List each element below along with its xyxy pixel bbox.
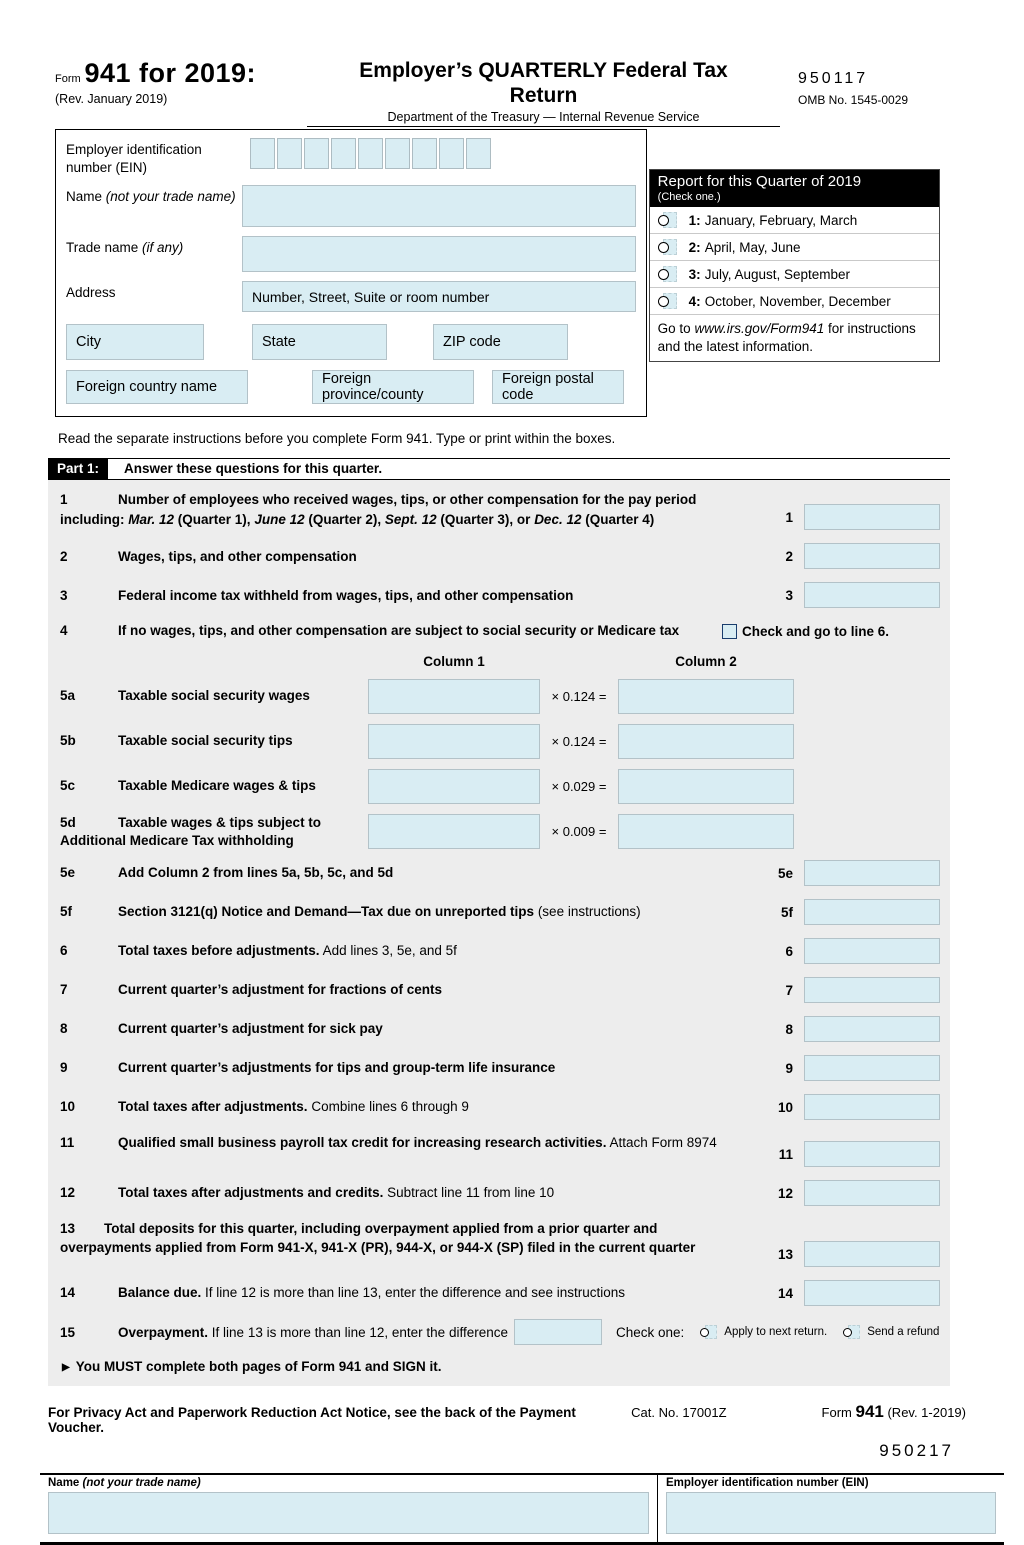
bottom-ein-field[interactable] (666, 1492, 996, 1534)
quarter-option-label: October, November, December (704, 293, 891, 309)
foreign-row (66, 370, 636, 404)
bottom-ein-label: Employer identification number (EIN) (666, 1477, 869, 1490)
line-5c-col1-input[interactable] (368, 769, 540, 804)
ein-input[interactable] (250, 138, 491, 169)
ein-row (66, 138, 636, 176)
must-complete-note (60, 1355, 940, 1382)
line-number: 5e (60, 865, 76, 881)
line-5b-row (60, 724, 940, 759)
line-5b-text: 5b Taxable social security tips (60, 732, 368, 750)
line-13-input[interactable] (804, 1241, 940, 1267)
line-6-text: 6 Total taxes before adjustments. Add lines 3, 5e, and 5f (60, 941, 730, 960)
page-title: Employer’s QUARTERLY Federal Tax Return (359, 59, 728, 108)
form-number-title: 941 for 2019: (84, 58, 257, 88)
quarter-report-box (649, 169, 940, 362)
line-8-row (60, 1016, 940, 1042)
line-5e-row (60, 860, 940, 886)
radio-icon[interactable] (658, 296, 669, 307)
line-number: 14 (777, 1285, 793, 1301)
overpayment-option-refund[interactable] (843, 1325, 939, 1339)
line-4-row (60, 621, 940, 640)
line-5c-row (60, 769, 940, 804)
check-one-label: Check one: (615, 1324, 685, 1340)
line-number: 10 (777, 1099, 793, 1115)
quarter-option-number: 1: (688, 212, 701, 228)
line-number: 1 (60, 492, 68, 508)
line-5d-col2-input[interactable] (618, 814, 794, 849)
ein-label: Employer identification number (EIN) (66, 142, 202, 175)
line-number: 11 (778, 1146, 793, 1162)
ein-digit-box[interactable] (250, 138, 275, 169)
overpayment-option-apply[interactable] (700, 1325, 827, 1339)
quarter-box-header (650, 170, 939, 207)
line-5c-text: 5c Taxable Medicare wages & tips (60, 777, 368, 795)
quarter-option-label: April, May, June (704, 239, 801, 255)
line-8-input[interactable] (804, 1016, 940, 1042)
address-field[interactable]: Number, Street, Suite or room number (242, 281, 636, 312)
line-number: 9 (785, 1060, 793, 1076)
line-number: 6 (785, 943, 793, 959)
trade-name-row (66, 236, 636, 272)
foreign-postal-field[interactable]: Foreign postal code (492, 370, 624, 404)
employer-info-box (55, 129, 647, 417)
line-14-text: 14 Balance due. If line 12 is more than line 13, enter the difference and see instructions (60, 1283, 730, 1302)
line-5a-col2-input[interactable] (618, 679, 794, 714)
line-5c-multiplier: × 0.029 = (551, 778, 607, 794)
part1-section (48, 480, 950, 1386)
line-5f-row (60, 899, 940, 925)
line-2-row (60, 543, 940, 569)
line-9-row (60, 1055, 940, 1081)
line-14-input[interactable] (804, 1280, 940, 1306)
line-1-text: 1 Number of employees who received wages, tips, or other compensation for the pay period including: Mar. 12 (Quarter 1), June 12 (Quarter 2), Sept. 12 (Quarter 3), or Dec. 12 (Quarter 4) (60, 492, 697, 527)
line-13-row (60, 1219, 940, 1267)
line-4-checkbox-label: Check and go to line 6. (742, 623, 890, 639)
quarter-option-1[interactable] (650, 207, 939, 234)
line-10-row (60, 1094, 940, 1120)
omb-block (780, 58, 952, 107)
line-7-row (60, 977, 940, 1003)
revision-date: (Rev. January 2019) (55, 92, 168, 106)
line-number: 5e (777, 865, 793, 881)
line-number: 4 (60, 623, 68, 639)
quarter-box-subtitle: (Check one.) (657, 191, 721, 204)
bottom-ein-cell (658, 1475, 1004, 1542)
line-5d-row (60, 814, 940, 850)
doc-code-bottom: 950217 (879, 1441, 954, 1461)
column-headers (60, 654, 940, 669)
part1-header-bar (48, 458, 950, 480)
bottom-name-field[interactable] (48, 1492, 649, 1534)
quarter-option-number: 3: (688, 266, 701, 282)
line-number: 5a (60, 688, 76, 704)
quarter-option-2[interactable] (650, 234, 939, 261)
read-instructions-line: Read the separate instructions before you complete Form 941. Type or print within the boxes. (58, 431, 616, 447)
ein-digit-box[interactable] (277, 138, 302, 169)
line-2-text: 2 Wages, tips, and other compensation (60, 547, 730, 566)
page-footer (48, 1402, 966, 1435)
line-6-input[interactable] (804, 938, 940, 964)
part1-heading: Answer these questions for this quarter. (124, 461, 383, 477)
line-6-row (60, 938, 940, 964)
line-12-input[interactable] (804, 1180, 940, 1206)
line-2-input[interactable] (804, 543, 940, 569)
line-5b-col1-input[interactable] (368, 724, 540, 759)
line-1-input[interactable] (804, 504, 940, 530)
line-15-row (60, 1319, 940, 1345)
trade-name-label: Trade name (if any) (66, 240, 184, 256)
line-10-input[interactable] (804, 1094, 940, 1120)
line-number: 13 (777, 1246, 793, 1262)
quarter-option-label: July, August, September (704, 266, 851, 282)
line-11-text: 11 Qualified small business payroll tax credit for increasing research activities. Attach Form 8974 (60, 1133, 730, 1152)
line-3-input[interactable] (804, 582, 940, 608)
line-7-input[interactable] (804, 977, 940, 1003)
top-info-area (55, 129, 940, 417)
radio-icon[interactable] (658, 215, 669, 226)
line-5b-multiplier: × 0.124 = (551, 733, 607, 749)
line-number: 5c (60, 778, 76, 794)
ein-digit-box[interactable] (358, 138, 383, 169)
line-number: 8 (785, 1021, 793, 1037)
line-5d-text: 5d Taxable wages & tips subject to Additional Medicare Tax withholding (60, 814, 322, 848)
line-number: 3 (60, 587, 68, 603)
line-5d-multiplier: × 0.009 = (551, 824, 607, 840)
line-1-row (60, 490, 940, 530)
quarter-option-3[interactable] (650, 261, 939, 288)
address-row (66, 281, 636, 312)
line-3-text: 3 Federal income tax withheld from wages, tips, and other compensation (60, 586, 730, 605)
line-number: 5f (60, 904, 73, 920)
line-number: 3 (785, 587, 793, 603)
must-complete-text: You MUST complete both pages of Form 941 and SIGN it. (75, 1359, 442, 1375)
line-number: 8 (60, 1021, 68, 1037)
name-field[interactable] (242, 185, 636, 227)
line-11-row (60, 1133, 940, 1167)
foreign-province-field[interactable]: Foreign province/county (312, 370, 474, 404)
line-5e-text: 5e Add Column 2 from lines 5a, 5b, 5c, and 5d (60, 863, 730, 882)
page2-header-block (40, 1473, 1004, 1545)
quarter-option-4[interactable] (650, 288, 939, 315)
line-number: 7 (60, 982, 68, 998)
part1-label: Part 1: (48, 459, 108, 479)
radio-icon[interactable] (843, 1328, 852, 1337)
line-5f-text: 5f Section 3121(q) Notice and Demand—Tax due on unreported tips (see instructions) (60, 902, 730, 921)
privacy-notice: For Privacy Act and Paperwork Reduction Act Notice, see the back of the Payment Voucher. (48, 1405, 576, 1436)
line-4-text: 4 If no wages, tips, and other compensation are subject to social security or Medicare tax (60, 621, 722, 640)
column2-header: Column 2 (675, 653, 737, 669)
department-line: Department of the Treasury — Internal Revenue Service (307, 110, 780, 127)
arrow-right-icon: ▶ (62, 1362, 70, 1374)
line-5d-col1-input[interactable] (368, 814, 540, 849)
line-5c-col2-input[interactable] (618, 769, 794, 804)
omb-number: OMB No. 1545-0029 (798, 93, 909, 107)
line-number: 11 (60, 1135, 75, 1151)
line-number: 14 (60, 1285, 76, 1301)
line-number: 9 (60, 1060, 68, 1076)
line-5a-multiplier: × 0.124 = (551, 688, 607, 704)
ein-digit-box[interactable] (304, 138, 329, 169)
quarter-option-label: January, February, March (704, 212, 858, 228)
line-4-checkbox[interactable] (722, 624, 737, 639)
radio-icon[interactable] (658, 269, 669, 280)
form-word: Form (55, 73, 81, 85)
name-row (66, 185, 636, 227)
line-9-text: 9 Current quarter’s adjustments for tips and group-term life insurance (60, 1058, 730, 1077)
ein-digit-box[interactable] (439, 138, 464, 169)
line-10-text: 10 Total taxes after adjustments. Combine lines 6 through 9 (60, 1097, 730, 1116)
catalog-number: Cat. No. 17001Z (631, 1405, 727, 1421)
trade-name-field[interactable] (242, 236, 636, 272)
line-11-input[interactable] (804, 1141, 940, 1167)
line-8-text: 8 Current quarter’s adjustment for sick pay (60, 1019, 730, 1038)
line-5b-col2-input[interactable] (618, 724, 794, 759)
radio-icon[interactable] (658, 242, 669, 253)
line-14-row (60, 1280, 940, 1306)
zip-field[interactable]: ZIP code (433, 324, 568, 360)
line-5a-row (60, 679, 940, 714)
quarter-option-number: 4: (688, 293, 701, 309)
line-5f-input[interactable] (804, 899, 940, 925)
line-number: 15 (60, 1324, 76, 1340)
line-number: 10 (60, 1099, 76, 1115)
apply-next-return-label: Apply to next return. (724, 1326, 828, 1339)
doc-code-top: 950117 (798, 70, 869, 87)
line-number: 12 (60, 1185, 76, 1201)
ein-digit-box[interactable] (412, 138, 437, 169)
line-number: 5b (60, 733, 76, 749)
quarter-option-number: 2: (688, 239, 701, 255)
address-label: Address (66, 285, 116, 301)
line-5e-input[interactable] (804, 860, 940, 886)
line-15-input[interactable] (514, 1319, 602, 1345)
state-field[interactable]: State (252, 324, 387, 360)
line-5a-col1-input[interactable] (368, 679, 540, 714)
bottom-name-cell (40, 1475, 658, 1542)
line-13-text: 13 Total deposits for this quarter, including overpayment applied from a prior quarter and overpayments applied from Form 941-X, 941-X (PR), 944-X, or 944-X (SP) filed in the current quarter (60, 1221, 696, 1256)
line-number: 2 (785, 548, 793, 564)
ein-digit-box[interactable] (331, 138, 356, 169)
line-3-row (60, 582, 940, 608)
form-footer-id: Form 941 (Rev. 1-2019) (821, 1402, 966, 1422)
line-number: 6 (60, 943, 68, 959)
quarter-box-title: Report for this Quarter of 2019 (657, 173, 862, 191)
title-block (307, 58, 780, 127)
bottom-name-label: Name (not your trade name) (48, 1477, 201, 1490)
line-number: 7 (785, 982, 793, 998)
ein-digit-box[interactable] (385, 138, 410, 169)
foreign-country-field[interactable]: Foreign country name (66, 370, 248, 404)
line-number: 5d (60, 814, 76, 830)
line-number: 5f (780, 904, 793, 920)
name-label: Name (not your trade name) (66, 189, 236, 205)
line-7-text: 7 Current quarter’s adjustment for fractions of cents (60, 980, 730, 999)
send-refund-label: Send a refund (867, 1326, 940, 1339)
quarter-box-footer: Go to www.irs.gov/Form941 for instructions and the latest information. (657, 321, 916, 354)
city-state-zip-row (66, 324, 636, 360)
radio-icon[interactable] (700, 1328, 709, 1337)
line-number: 2 (60, 548, 68, 564)
line-12-text: 12 Total taxes after adjustments and credits. Subtract line 11 from line 10 (60, 1183, 730, 1202)
ein-digit-box[interactable] (466, 138, 491, 169)
column1-header: Column 1 (423, 653, 485, 669)
line-number: 12 (777, 1185, 793, 1201)
line-number: 1 (785, 509, 793, 525)
line-15-text: 15 Overpayment. If line 13 is more than line 12, enter the difference (60, 1324, 508, 1340)
line-12-row (60, 1180, 940, 1206)
city-field[interactable]: City (66, 324, 204, 360)
form-header (55, 58, 952, 127)
line-number: 13 (60, 1221, 76, 1237)
line-9-input[interactable] (804, 1055, 940, 1081)
form-id-block (55, 58, 307, 106)
line-5a-text: 5a Taxable social security wages (60, 687, 368, 705)
